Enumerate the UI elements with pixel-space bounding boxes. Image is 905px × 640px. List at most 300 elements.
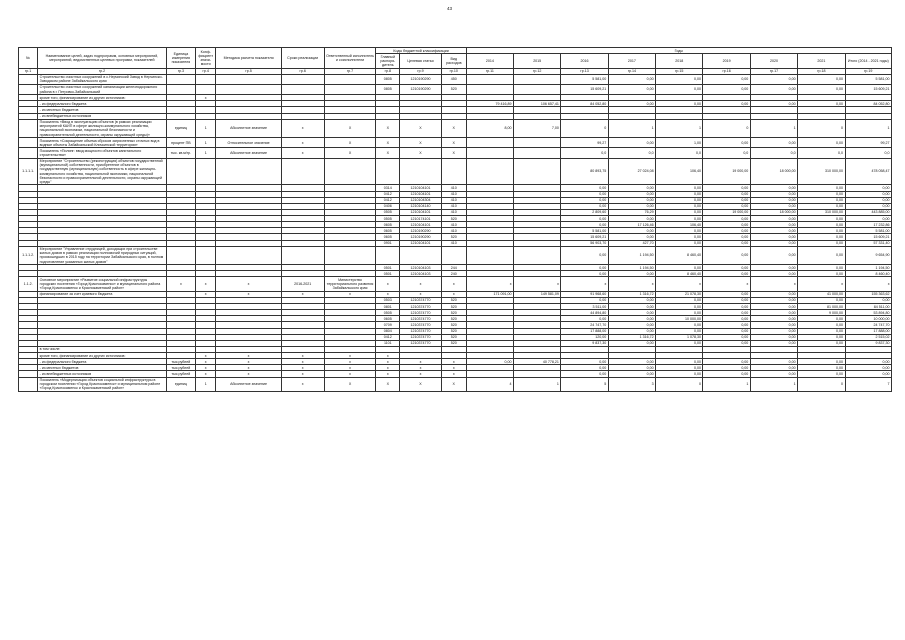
table-cell: 1210104103 <box>400 271 442 277</box>
table-cell: 0,00 <box>561 197 608 203</box>
table-cell: 520 <box>441 84 466 94</box>
table-cell <box>216 158 281 185</box>
table-cell: 57 331,40 <box>845 240 891 246</box>
column-number-cell: гр.15 <box>656 68 703 74</box>
table-cell: х <box>703 277 750 291</box>
table-cell: х <box>376 353 400 359</box>
table-cell: 0,00 <box>608 310 655 316</box>
table-cell: 1210374770 <box>400 297 442 303</box>
table-cell: 2 809,60 <box>561 209 608 215</box>
table-cell: Мероприятие "Управление отрудницей, доходящих при строительстве жилых домов в рамках реализации полномочий природных ситуаций, произошедших в 2015 году на территории Забайкальского края, в полном подготовление указанных жилых домов" <box>38 246 167 265</box>
table-cell: 0,00 <box>703 228 750 234</box>
table-row <box>19 84 892 94</box>
column-number-cell: гр.3 <box>166 68 195 74</box>
header-total: Итого (2014 - 2021 годы) <box>845 54 891 68</box>
table-cell: - из внебюджетных источников <box>38 113 167 119</box>
table-cell: 0,00 <box>750 328 797 334</box>
table-cell: 7,00 <box>514 119 561 138</box>
table-cell: х <box>514 277 561 291</box>
table-cell: 79 416,89 <box>466 101 513 107</box>
table-cell: 0,00 <box>798 197 845 203</box>
table-cell: 1210104101 <box>400 222 442 228</box>
table-cell: 520 <box>441 340 466 346</box>
table-cell: 9 837,30 <box>561 340 608 346</box>
table-row <box>19 377 892 391</box>
table-cell: х <box>561 277 608 291</box>
table-cell: Х <box>441 138 466 148</box>
table-cell <box>19 74 38 84</box>
table-cell <box>324 246 376 265</box>
table-cell: 520 <box>441 297 466 303</box>
table-cell: 0,00 <box>798 365 845 371</box>
header-year: 2018 <box>656 54 703 68</box>
header-term: Сроки реализации <box>281 48 324 69</box>
table-cell: 9 654,90 <box>845 246 891 265</box>
table-cell: 0505 <box>376 310 400 316</box>
table-cell: 1.1.1.1. <box>19 158 38 185</box>
table-cell: 0,00 <box>845 197 891 203</box>
table-cell: х <box>216 365 281 371</box>
table-cell: Х <box>376 119 400 138</box>
table-cell: 84 052,80 <box>561 101 608 107</box>
table-cell: 0,00 <box>608 340 655 346</box>
table-cell: 0,00 <box>703 222 750 228</box>
table-cell: 0605 <box>376 228 400 234</box>
table-cell: 0,00 <box>798 340 845 346</box>
header-vr: Вид расходов <box>441 54 466 68</box>
table-cell: 0,00 <box>750 291 797 297</box>
table-cell: 520 <box>441 328 466 334</box>
table-cell: 0,00 <box>608 185 655 191</box>
table-cell: Х <box>400 377 442 391</box>
table-cell: 410 <box>441 185 466 191</box>
table-cell: 0,00 <box>608 191 655 197</box>
table-cell: х <box>376 365 400 371</box>
table-cell: 0605 <box>376 316 400 322</box>
column-number-cell: гр.17 <box>750 68 797 74</box>
table-cell: 3 511,00 <box>561 304 608 310</box>
table-cell: 0,00 <box>656 340 703 346</box>
table-cell: х <box>281 353 324 359</box>
table-cell: 0,00 <box>608 228 655 234</box>
table-cell: 0,00 <box>750 74 797 84</box>
table-cell: 0,00 <box>798 216 845 222</box>
table-cell: 15 609,21 <box>561 234 608 240</box>
table-cell <box>281 74 324 84</box>
table-cell: 0,00 <box>656 297 703 303</box>
table-cell: 0,00 <box>608 197 655 203</box>
table-cell <box>19 138 38 148</box>
table-cell: 0,00 <box>608 316 655 322</box>
header-year: 2016 <box>561 54 608 68</box>
table-cell: 0,00 <box>608 101 655 107</box>
table-cell: единиц <box>166 119 195 138</box>
table-cell: х <box>216 277 281 291</box>
table-cell: 0,00 <box>561 371 608 377</box>
table-cell: Абсолютное значение <box>216 119 281 138</box>
table-cell: 0,00 <box>750 265 797 271</box>
table-cell: 0,00 <box>845 365 891 371</box>
table-cell: х <box>281 138 324 148</box>
table-cell: х <box>196 291 216 297</box>
table-cell: 478 058,47 <box>845 158 891 185</box>
table-cell: 0412 <box>376 191 400 197</box>
table-cell: 0,00 <box>798 228 845 234</box>
table-cell: 17 126,46 <box>608 222 655 228</box>
table-cell: 0,00 <box>798 185 845 191</box>
table-cell: 0,00 <box>608 138 655 148</box>
table-cell: 91 968,60 <box>561 291 608 297</box>
table-cell: 0,00 <box>656 328 703 334</box>
table-cell: 310 000,00 <box>798 209 845 215</box>
table-cell: 0,00 <box>750 334 797 340</box>
table-cell: 0,00 <box>608 74 655 84</box>
table-cell <box>19 119 38 138</box>
table-cell: 0,00 <box>656 216 703 222</box>
table-cell: 0,00 <box>561 271 608 277</box>
table-cell: 0,00 <box>703 328 750 334</box>
header-year: 2015 <box>514 54 561 68</box>
table-cell: 410 <box>441 209 466 215</box>
table-cell: 1210104304 <box>400 197 442 203</box>
table-cell: 0,00 <box>798 240 845 246</box>
table-cell: Х <box>376 138 400 148</box>
table-cell: Х <box>441 119 466 138</box>
table-cell <box>466 148 513 158</box>
table-cell: 17 888,00 <box>561 328 608 334</box>
table-cell: 10 000,00 <box>845 316 891 322</box>
table-cell: х <box>376 277 400 291</box>
table-cell: 0,00 <box>798 334 845 340</box>
table-cell: 0,00 <box>703 84 750 94</box>
header-year: 2017 <box>608 54 655 68</box>
table-cell: х <box>376 291 400 297</box>
table-cell: Показатель «Модернизация объектов социальной инфраструктуры в городском поселении «Город Краснокаменск» и муниципальном районе «Город Краснокаменск и Краснокаменский район» <box>38 377 167 391</box>
table-cell: х <box>441 359 466 365</box>
table-cell: 0,00 <box>561 359 608 365</box>
table-cell: х <box>466 277 513 291</box>
table-cell: 0,00 <box>703 138 750 148</box>
table-cell: 171 091,00 <box>466 291 513 297</box>
table-cell: 520 <box>441 310 466 316</box>
table-cell: 0,00 <box>608 304 655 310</box>
table-cell: 0,00 <box>750 271 797 277</box>
table-cell: 0805 <box>376 84 400 94</box>
table-cell: в том числе: <box>38 346 167 352</box>
table-cell <box>466 138 513 148</box>
table-cell: Х <box>324 138 376 148</box>
table-row <box>19 138 892 148</box>
table-cell: 0,00 <box>798 265 845 271</box>
header-resp: Ответственный исполнитель и соисполнители <box>324 48 376 69</box>
table-cell: 0,00 <box>703 310 750 316</box>
table-cell <box>196 74 216 84</box>
table-cell: 8 460,40 <box>845 271 891 277</box>
table-cell: 0,00 <box>750 340 797 346</box>
table-cell: 0,0 <box>703 148 750 158</box>
table-cell: 0505 <box>376 216 400 222</box>
table-cell: 0,00 <box>561 365 608 371</box>
table-cell: 1 194,50 <box>845 265 891 271</box>
table-cell: 0,00 <box>656 185 703 191</box>
table-cell: х <box>281 377 324 391</box>
column-number-cell: гр.16 <box>703 68 750 74</box>
table-cell: 0,00 <box>845 216 891 222</box>
column-number-cell: гр.10 <box>441 68 466 74</box>
table-cell: 0,00 <box>750 222 797 228</box>
table-cell: 0,00 <box>561 222 608 228</box>
page-number: 43 <box>447 6 453 11</box>
column-number-cell: гр.2 <box>38 68 167 74</box>
table-cell: 0605 <box>376 222 400 228</box>
table-cell: единиц <box>166 377 195 391</box>
table-cell: 0,0 <box>608 148 655 158</box>
table-cell: 24 747,70 <box>845 322 891 328</box>
table-cell: 0,00 <box>703 185 750 191</box>
table-cell: тыс.рублей <box>166 371 195 377</box>
table-cell: 0,00 <box>798 297 845 303</box>
table-cell: 106,40 <box>656 158 703 185</box>
table-cell <box>166 84 195 94</box>
table-cell: 520 <box>441 316 466 322</box>
table-cell: 0,00 <box>656 74 703 84</box>
table-cell: х <box>196 95 216 101</box>
table-cell: 99,27 <box>845 138 891 148</box>
table-cell <box>376 246 400 265</box>
table-cell: 0,00 <box>750 365 797 371</box>
table-cell: х <box>216 291 281 297</box>
table-cell <box>466 158 513 185</box>
table-cell: 0,00 <box>703 322 750 328</box>
table-cell: 9 000,00 <box>798 310 845 316</box>
table-cell: 0,00 <box>703 265 750 271</box>
table-cell: - из местных бюджетов <box>38 365 167 371</box>
table-cell: 8,00 <box>466 119 513 138</box>
table-cell: 0,00 <box>608 328 655 334</box>
header-cs: Целевая статья <box>400 54 442 68</box>
table-cell: х <box>324 353 376 359</box>
table-cell: х <box>281 359 324 365</box>
table-cell: 0,00 <box>608 371 655 377</box>
table-cell: Х <box>324 119 376 138</box>
table-cell: 443 885,00 <box>845 209 891 215</box>
table-cell: 56 903,70 <box>561 240 608 246</box>
column-number-cell: гр.9 <box>400 68 442 74</box>
table-cell: 310 000,00 <box>798 158 845 185</box>
table-cell: 0,00 <box>656 197 703 203</box>
table-cell: Абсолютное значение <box>216 377 281 391</box>
header-year: 2020 <box>750 54 797 68</box>
table-cell: 53 894,80 <box>845 310 891 316</box>
table-cell: 427,70 <box>608 240 655 246</box>
table-cell: х <box>400 365 442 371</box>
table-cell: 1210374770 <box>400 310 442 316</box>
table-cell: - из местных бюджетов <box>38 107 167 113</box>
table-cell: 1 <box>608 119 655 138</box>
table-cell <box>216 246 281 265</box>
table-cell: 0,00 <box>656 101 703 107</box>
column-number-cell: гр.1 <box>19 68 38 74</box>
table-cell: 450 <box>441 74 466 84</box>
table-cell: 106,40 <box>656 222 703 228</box>
table-cell: Х <box>441 377 466 391</box>
header-codes: Коды бюджетной классификации <box>376 48 466 54</box>
table-cell: 0,00 <box>561 246 608 265</box>
table-cell: 0,00 <box>656 240 703 246</box>
table-cell: 81 000,00 <box>798 304 845 310</box>
table-cell: 0 <box>561 119 608 138</box>
table-cell: 1210190290 <box>400 228 442 234</box>
table-cell: 19 000,00 <box>703 158 750 185</box>
table-cell: 3 <box>608 377 655 391</box>
table-cell: 0,00 <box>798 246 845 265</box>
table-cell: 1210104101 <box>400 209 442 215</box>
table-cell: 41 000,00 <box>798 291 845 297</box>
table-cell: 0,00 <box>750 228 797 234</box>
column-number-cell: гр.13 <box>561 68 608 74</box>
table-cell: 0,0 <box>561 148 608 158</box>
table-cell: х <box>845 277 891 291</box>
table-cell: х <box>196 277 216 291</box>
table-cell: 1210190290 <box>400 74 442 84</box>
table-cell: 1210104103 <box>400 265 442 271</box>
table-cell: х <box>216 359 281 365</box>
table-cell: 0,0 <box>750 148 797 158</box>
table-cell: 410 <box>441 191 466 197</box>
column-number-cell: гр.19 <box>845 68 891 74</box>
table-cell: 0,00 <box>798 74 845 84</box>
table-cell: 0,0 <box>845 148 891 158</box>
table-cell: 5 581,00 <box>561 228 608 234</box>
table-cell: 0,00 <box>750 191 797 197</box>
table-cell: 0,00 <box>750 101 797 107</box>
table-cell: 0,00 <box>845 359 891 365</box>
table-cell: 410 <box>441 222 466 228</box>
table-row <box>19 277 892 291</box>
table-cell: 0501 <box>376 271 400 277</box>
table-cell: 0,00 <box>750 304 797 310</box>
table-cell: х <box>400 371 442 377</box>
table-cell: х <box>608 277 655 291</box>
table-row <box>19 74 892 84</box>
table-cell: 0,00 <box>703 74 750 84</box>
table-cell: 19 000,00 <box>703 209 750 215</box>
table-cell <box>514 138 561 148</box>
table-cell: Относительное значение <box>216 138 281 148</box>
table-cell: 0,00 <box>656 191 703 197</box>
table-cell: 520 <box>441 216 466 222</box>
table-cell: х <box>196 353 216 359</box>
table-cell: 18 000,00 <box>750 209 797 215</box>
table-cell: 5 581,00 <box>845 228 891 234</box>
table-cell: 0,00 <box>750 322 797 328</box>
table-cell: 0,00 <box>561 203 608 209</box>
table-cell: 76,29 <box>608 209 655 215</box>
table-cell: 5 581,00 <box>845 74 891 84</box>
table-cell: х <box>441 371 466 377</box>
table-cell: Строительство очистных сооружений в с.Нерчинский Завод в Нерчинско-Заводском районе Забайкальского края <box>38 74 167 84</box>
table-cell: 0,00 <box>798 271 845 277</box>
table-cell: х <box>324 359 376 365</box>
table-cell: 0,00 <box>703 191 750 197</box>
table-cell: 520 <box>441 334 466 340</box>
table-cell: х <box>400 291 442 297</box>
header-unit: Единица измерения показателя <box>166 48 195 69</box>
table-cell <box>324 158 376 185</box>
table-cell <box>19 377 38 391</box>
table-cell: Х <box>400 119 442 138</box>
table-cell: 99,27 <box>561 138 608 148</box>
table-cell: 0 <box>656 377 703 391</box>
table-cell: Х <box>324 377 376 391</box>
table-cell <box>466 84 513 94</box>
table-cell: х <box>750 277 797 291</box>
table-cell <box>376 158 400 185</box>
table-cell: 0,00 <box>703 365 750 371</box>
table-cell: 0,00 <box>561 265 608 271</box>
table-cell: 410 <box>441 197 466 203</box>
table-cell <box>216 74 281 84</box>
table-cell: 1210104101 <box>400 185 442 191</box>
table-cell: 0,00 <box>798 84 845 94</box>
table-cell: 18 000,00 <box>750 158 797 185</box>
table-cell: 410 <box>441 228 466 234</box>
table-cell: 0,00 <box>750 203 797 209</box>
table-cell: 0,00 <box>608 84 655 94</box>
table-cell: 9 837,30 <box>845 340 891 346</box>
table-cell: 0,00 <box>656 310 703 316</box>
table-cell: 2016-2021 <box>281 277 324 291</box>
table-cell: 0,00 <box>608 234 655 240</box>
table-cell: финансирование за счет краевого бюджета <box>38 291 167 297</box>
table-cell: 410 <box>441 240 466 246</box>
table-cell: 0801 <box>376 304 400 310</box>
table-cell: Х <box>400 138 442 148</box>
table-cell: 1210374770 <box>400 322 442 328</box>
table-cell: 0,00 <box>656 234 703 240</box>
table-cell: 0,00 <box>656 322 703 328</box>
table-cell: тыс.рублей <box>166 365 195 371</box>
table-cell: 1210374770 <box>400 328 442 334</box>
table-cell: 0,00 <box>656 228 703 234</box>
table-cell <box>196 246 216 265</box>
table-cell: Х <box>376 377 400 391</box>
table-cell: 0,0 <box>798 148 845 158</box>
table-cell: х <box>216 371 281 377</box>
table-cell: х <box>441 365 466 371</box>
table-cell <box>196 84 216 94</box>
table-cell: 0,00 <box>750 316 797 322</box>
table-cell: 5 581,00 <box>561 74 608 84</box>
table-cell: 0,00 <box>656 304 703 310</box>
table-cell: 0,00 <box>656 371 703 377</box>
table-cell: 0709 <box>376 322 400 328</box>
table-row <box>19 246 892 265</box>
table-cell: 0,00 <box>703 197 750 203</box>
header-name: Наименование целей, задач подпрограмм, основных мероприятий, мероприятий, ведомственных целевых программ, показателей <box>38 48 167 69</box>
table-cell: 7 <box>845 377 891 391</box>
table-cell: Х <box>376 148 400 158</box>
table-cell: 0314 <box>376 185 400 191</box>
table-cell: 0,00 <box>798 234 845 240</box>
table-cell: Показатель «Ввод в эксплуатацию объектов (в рамках реализации мероприятий КАИП в сфере жилищно-коммунального хозяйства, национальной экономики, национальной безопасности и правоохранительной деятельности, охраны окружающей среды)» <box>38 119 167 138</box>
table-cell <box>400 246 442 265</box>
table-cell: х <box>216 353 281 359</box>
table-cell: 155 363,62 <box>845 291 891 297</box>
table-cell: - из федерального бюджета <box>38 359 167 365</box>
table-cell: 1 <box>196 138 216 148</box>
table-cell <box>466 246 513 265</box>
